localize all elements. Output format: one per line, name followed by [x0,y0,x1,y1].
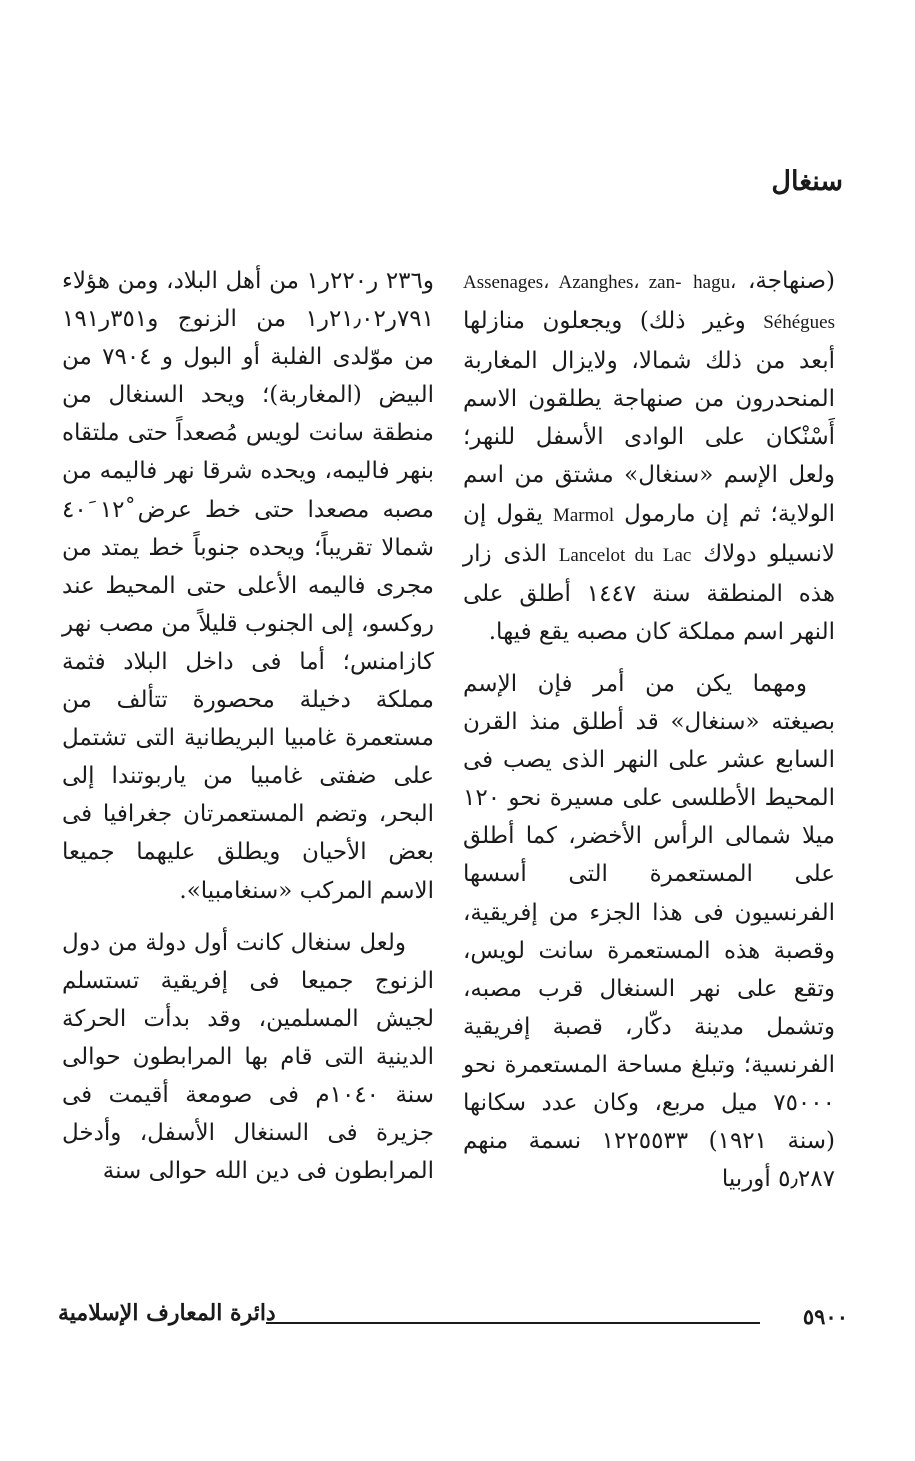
page-footer [58,1298,848,1338]
right-column [463,262,835,1198]
right-paragraph-1 [463,262,835,651]
text-fragment: يقول إن لانسيلو دولاك [463,500,835,567]
left-paragraph-2: ولعل سنغال كانت أول دولة من دول الزنوج جميعا فى إفريقية تستسلم لجيش المسلمين، وقد بدأت الحركة الدينية التى قام بها المرابطون حوالى سنة ١٠٤٠م فى صومعة أقيمت فى جزيرة فى السنغال الأسفل، وأدخل المرابطون فى دين الله حوالى سنة [62,929,434,1185]
text-fragment: وغير ذلك) ويجعلون منازلها أبعد من ذلك شمالا، ولايزال المغاربة المنحدرون من صنهاجة يطلقون الاسم أَسْنْكان على الوادى الأسفل للنهر؛ ولعل الإسم «سنغال» مشتق من اسم الولاية؛ ثم إن مارمول [463,308,835,527]
latin-names-1: Assenages، Azanghes، zan- [463,272,682,293]
publication-title: دائرة المعارف الإسلامية [58,1300,276,1326]
left-column [62,262,434,1190]
text-fragment: (صنهاجة، [736,268,835,294]
left-paragraph-1: و٢٣٦ ر٢٢٠ر١ من أهل البلاد، ومن هؤلاء ٧٩١ر٢١٫٠٢ر١ من الزنوج و٣٥١ر١٩١ من موّلدى الفلبة أو البول و ٧٩٠٤ من البيض (المغاربة)؛ ويحد السنغال من منطقة سانت لويس مُصعداً حتى ملتقاه بنهر فاليمه، ويحده شرقا نهر فاليمه من مصبه مصعدا حتى خط عرض ١٢ْ ٤٠َ شمالا تقريباً؛ ويحده جنوباً خط يمتد من مجرى فاليمه الأعلى حتى المحيط عند روكسو، إلى الجنوب قليلاً من مصب نهر كازامنس؛ أما فى داخل البلاد فثمة مملكة دخيلة محصورة تتألف من مستعمرة غامبيا البريطانية التى تشتمل على ضفتى غامبيا من ياربوتندا إلى البحر، وتضم المستعمرتان جغرافيا فى بعض الأحيان ويطلق عليهما جميعا الاسم المركب «سنغامبيا». [62,268,435,904]
footer-rule [266,1322,760,1324]
page-number: ٥٩٠٠ [802,1304,848,1329]
text-fragment: الذى زار هذه المنطقة سنة ١٤٤٧ أطلق على النهر اسم مملكة كان مصبه يقع فيها. [463,540,836,645]
latin-lancelot: Lancelot du Lac [558,544,692,566]
running-title: سنغال [771,166,843,197]
right-paragraph-2: ومهما يكن من أمر فإن الإسم بصيغته «سنغال» قد أطلق منذ القرن السابع عشر على النهر الذى يصب فى المحيط الأطلسى على مسيرة نحو ١٢٠ ميلا شمالى الرأس الأخضر، كما أطلق على المستعمرة التى أسسها الفرنسيون فى هذا الجزء من إفريقية، وقصبة هذه المستعمرة سانت لويس، وتقع على نهر السنغال قرب مصبه، وتشمل مدينة دكّار، قصبة إفريقية الفرنسية؛ وتبلغ مساحة المستعمرة نحو ٧٥٠٠٠ ميل مربع، وكان عدد سكانها (سنة ١٩٢١) ١٢٢٥٥٣٣ نسمة منهم ٥٫٢٨٧ أوربيا [463,670,835,1193]
latin-marmol: Marmol [552,504,615,526]
latin-names-2: hagu، Séhégues [693,272,835,334]
